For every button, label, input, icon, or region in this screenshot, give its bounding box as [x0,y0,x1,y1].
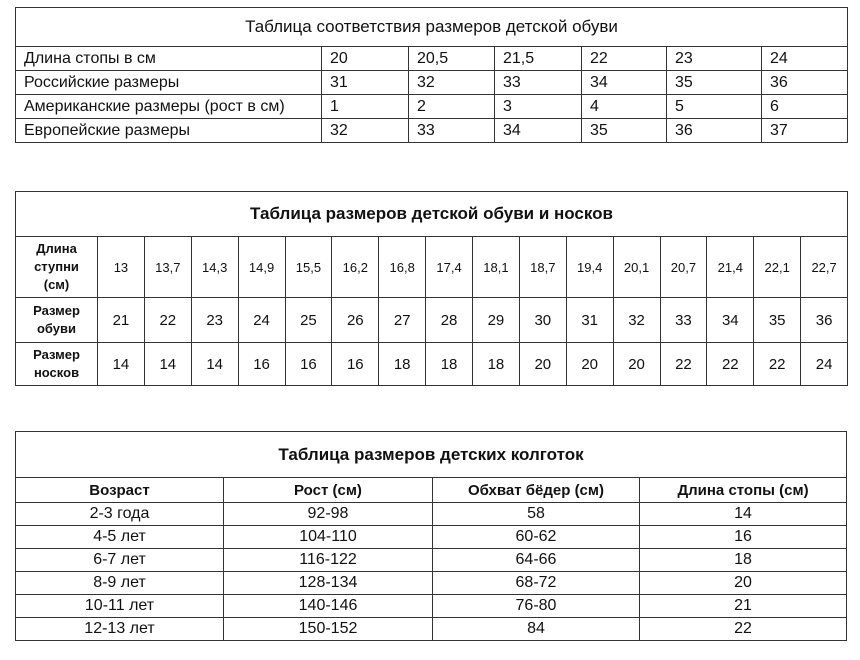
table2-row-label-line: ступни [34,259,79,274]
table1-cell: 33 [409,119,495,143]
table1-title: Таблица соответствия размеров детской обуви [16,8,848,47]
table3-cell: 140-146 [224,595,433,618]
table3-column-header: Возраст [16,478,224,503]
table2-cell: 18,7 [519,237,566,298]
table2-row-label-line: Размер [33,347,80,362]
table3-cell: 16 [640,526,847,549]
table2-cell: 32 [613,298,660,343]
table3-cell: 104-110 [224,526,433,549]
table3-cell: 92-98 [224,503,433,526]
table2-cell: 22 [144,298,191,343]
table2-cell: 23 [191,298,238,343]
table3-cell: 8-9 лет [16,572,224,595]
table3-cell: 12-13 лет [16,618,224,641]
table1-cell: 33 [495,71,582,95]
table3-row [16,526,847,549]
table3-cell: 58 [433,503,640,526]
table1-cell: 32 [322,119,409,143]
table1-cell: 20 [322,47,409,71]
table1-cell: 20,5 [409,47,495,71]
table1-cell: 36 [762,71,848,95]
table3-row [16,503,847,526]
table2-cell: 14,9 [238,237,285,298]
table3-row [16,618,847,641]
table1-row-label: Европейские размеры [16,119,322,143]
table2-row [16,343,848,386]
table1-cell: 22 [582,47,667,71]
table1-cell: 3 [495,95,582,119]
table2-cell: 22,1 [754,237,801,298]
table1-row-label: Длина стопы в см [16,47,322,71]
table2-cell: 15,5 [285,237,332,298]
table2-cell: 34 [707,298,754,343]
table3-row [16,572,847,595]
table1-cell: 32 [409,71,495,95]
table2-cell: 19,4 [566,237,613,298]
table2-title: Таблица размеров детской обуви и носков [16,192,848,237]
table2-row-label [16,237,98,298]
table1-row [16,95,848,119]
table2-cell: 16 [285,343,332,386]
table2-row-label [16,298,98,343]
table2-cell: 14,3 [191,237,238,298]
table2-cell: 24 [801,343,848,386]
table2-row-label-line: (см) [43,277,70,292]
table1-cell: 1 [322,95,409,119]
table3-cell: 150-152 [224,618,433,641]
table1-row-label: Российские размеры [16,71,322,95]
table2-cell: 30 [519,298,566,343]
table2-cell: 22 [754,343,801,386]
table2-cell: 28 [426,298,473,343]
table2-cell: 22 [660,343,707,386]
table3-cell: 4-5 лет [16,526,224,549]
table2-cell: 25 [285,298,332,343]
table2-cell: 20,1 [613,237,660,298]
table2-cell: 16,2 [332,237,379,298]
table3-cell: 128-134 [224,572,433,595]
table3-cell: 22 [640,618,847,641]
table2-cell: 22 [707,343,754,386]
table2-cell: 26 [332,298,379,343]
table3-cell: 76-80 [433,595,640,618]
table1-row [16,71,848,95]
table2-cell: 20 [519,343,566,386]
table2-cell: 16,8 [379,237,426,298]
table2-row-label-line: Размер [33,303,80,318]
shoe-size-correspondence-table [15,7,848,143]
table3-cell: 10-11 лет [16,595,224,618]
table2-cell: 35 [754,298,801,343]
table2-cell: 14 [144,343,191,386]
table3-cell: 6-7 лет [16,549,224,572]
table2-cell: 29 [473,298,520,343]
table2-cell: 27 [379,298,426,343]
table3-column-header: Рост (см) [224,478,433,503]
table1-row [16,47,848,71]
table1-cell: 36 [667,119,762,143]
table2-cell: 18 [426,343,473,386]
table3-title: Таблица размеров детских колготок [16,432,847,478]
table2-row-label-line: Длина [36,241,77,256]
table2-cell: 17,4 [426,237,473,298]
table2-cell: 14 [98,343,145,386]
table3-cell: 60-62 [433,526,640,549]
table1-cell: 34 [495,119,582,143]
table3-cell: 2-3 года [16,503,224,526]
table3-column-header: Обхват бёдер (см) [433,478,640,503]
table2-row [16,237,848,298]
table2-row-label-line: обуви [36,321,76,336]
table2-cell: 13,7 [144,237,191,298]
table1-cell: 5 [667,95,762,119]
table1-cell: 2 [409,95,495,119]
table2-cell: 36 [801,298,848,343]
table2-cell: 21,4 [707,237,754,298]
table2-cell: 18,1 [473,237,520,298]
table3-cell: 21 [640,595,847,618]
table2-cell: 31 [566,298,613,343]
table1-cell: 24 [762,47,848,71]
table3-cell: 84 [433,618,640,641]
table1-cell: 4 [582,95,667,119]
table2-cell: 14 [191,343,238,386]
table3-cell: 20 [640,572,847,595]
table2-cell: 20 [613,343,660,386]
table3-cell: 68-72 [433,572,640,595]
table3-row [16,595,847,618]
table2-row-label-line: носков [33,365,80,380]
table2-cell: 20,7 [660,237,707,298]
table1-cell: 35 [582,119,667,143]
table2-cell: 22,7 [801,237,848,298]
table2-row-label [16,343,98,386]
table2-cell: 13 [98,237,145,298]
table3-cell: 116-122 [224,549,433,572]
table2-cell: 18 [473,343,520,386]
tights-size-table [15,431,847,641]
table3-cell: 18 [640,549,847,572]
table3-column-header: Длина стопы (см) [640,478,847,503]
table1-row [16,119,848,143]
table2-cell: 16 [238,343,285,386]
table1-cell: 31 [322,71,409,95]
table1-row-label: Американские размеры (рост в см) [16,95,322,119]
table1-cell: 34 [582,71,667,95]
table1-cell: 23 [667,47,762,71]
table3-header-row [16,478,847,503]
table2-row [16,298,848,343]
table1-cell: 37 [762,119,848,143]
table3-row [16,549,847,572]
shoe-and-sock-size-table [15,191,848,386]
table2-cell: 20 [566,343,613,386]
table3-cell: 14 [640,503,847,526]
table1-cell: 21,5 [495,47,582,71]
table3-cell: 64-66 [433,549,640,572]
table2-cell: 24 [238,298,285,343]
table2-cell: 18 [379,343,426,386]
table2-cell: 33 [660,298,707,343]
table1-cell: 35 [667,71,762,95]
table2-cell: 16 [332,343,379,386]
table2-cell: 21 [98,298,145,343]
table1-cell: 6 [762,95,848,119]
